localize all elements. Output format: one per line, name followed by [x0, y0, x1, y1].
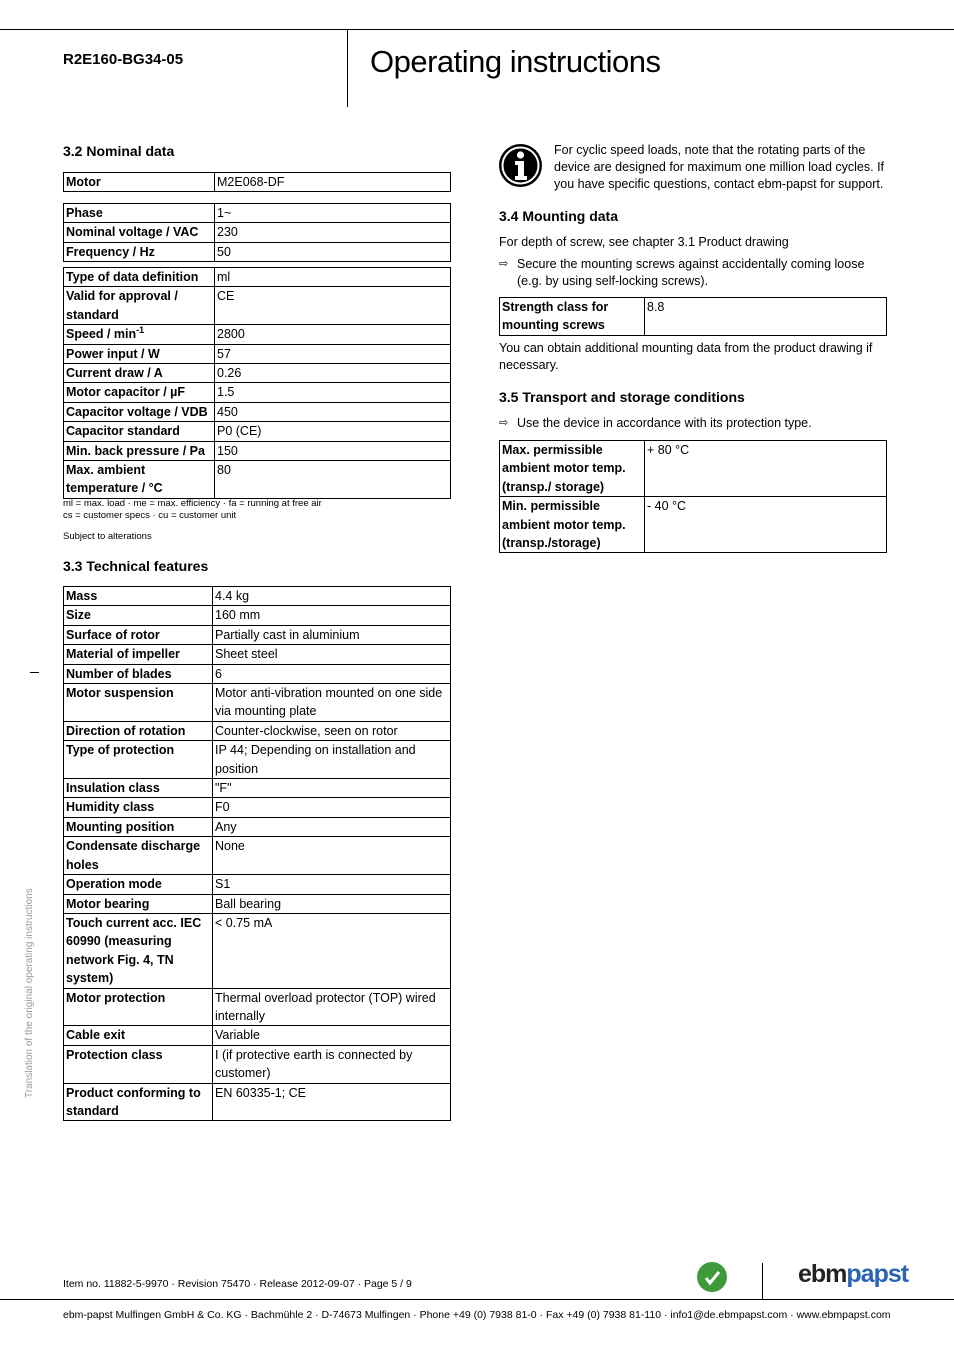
row-value: < 0.75 mA [213, 913, 451, 988]
mounting-intro: For depth of screw, see chapter 3.1 Product drawing [499, 235, 789, 249]
row-value: 57 [215, 344, 451, 363]
motor-table [63, 172, 451, 192]
model-number: R2E160-BG34-05 [63, 51, 184, 68]
row-label: Min. permissible ambient motor temp. (transp./storage) [500, 497, 645, 553]
table-row [64, 684, 451, 722]
table-row [64, 173, 451, 192]
info-text: For cyclic speed loads, note that the rotating parts of the device are designed for maximum one million load cycles. If you have specific questions, contact ebm-papst for support. [554, 143, 885, 191]
row-value: 4.4 kg [213, 587, 451, 606]
ebmpapst-logo: ebmpapst [798, 1260, 909, 1288]
row-label: Type of protection [64, 741, 213, 779]
side-note: Translation of the original operating instructions [24, 888, 35, 1098]
row-label: Motor protection [64, 988, 213, 1026]
green-tech-logo [697, 1262, 727, 1292]
mounting-heading: 3.4 Mounting data [499, 208, 618, 224]
row-label: Motor suspension [64, 684, 213, 722]
nominal-note-2: cs = customer specs · cu = customer unit [63, 510, 237, 521]
table-row [64, 1083, 451, 1121]
table-row [64, 817, 451, 836]
table-row [64, 383, 451, 402]
footer-address: ebm-papst Mulfingen GmbH & Co. KG · Bachmühle 2 · D-74673 Mulfingen · Phone +49 (0) 7938 81-0 · Fax +49 (0) 7938 81-110 · info1@de.ebmpapst.com · www.ebmpapst.com [63, 1309, 891, 1321]
table-row [64, 461, 451, 499]
table-row [64, 606, 451, 625]
row-value: None [213, 837, 451, 875]
row-value: "F" [213, 779, 451, 798]
row-label: Humidity class [64, 798, 213, 817]
row-label: Mounting position [64, 817, 213, 836]
row-value: IP 44; Depending on installation and position [213, 741, 451, 779]
table-row [64, 664, 451, 683]
row-label: Protection class [64, 1045, 213, 1083]
row-label: Nominal voltage / VAC [64, 223, 215, 242]
transport-bullet [499, 415, 887, 432]
row-value: Counter-clockwise, seen on rotor [213, 721, 451, 740]
row-value: 160 mm [213, 606, 451, 625]
transport-table [499, 440, 887, 553]
nominal-note-1: ml = max. load · me = max. efficiency · fa = running at free air [63, 498, 322, 509]
row-label: Strength class for mounting screws [500, 298, 645, 336]
row-value: 6 [213, 664, 451, 683]
row-value: Motor anti-vibration mounted on one side via mounting plate [213, 684, 451, 722]
table-row [64, 645, 451, 664]
footer-rule [0, 1299, 954, 1300]
row-value: 80 [215, 461, 451, 499]
header-rule [0, 29, 954, 30]
row-value: S1 [213, 875, 451, 894]
table-row [64, 587, 451, 606]
row-value: ml [215, 268, 451, 287]
table-row [64, 798, 451, 817]
fold-mark [30, 672, 39, 673]
row-label: Direction of rotation [64, 721, 213, 740]
transport-heading: 3.5 Transport and storage conditions [499, 389, 745, 405]
row-label: Motor bearing [64, 894, 213, 913]
table-row [500, 298, 887, 336]
table-row [64, 344, 451, 363]
row-label: Phase [64, 204, 215, 223]
logo-divider [762, 1263, 763, 1299]
row-label: Mass [64, 587, 213, 606]
row-value: 1.5 [215, 383, 451, 402]
arrow-icon: ⇨ [499, 258, 509, 270]
table-row [500, 441, 887, 497]
table-row [500, 497, 887, 553]
row-value: 8.8 [645, 298, 887, 336]
info-icon [499, 144, 542, 187]
row-label: Valid for approval / standard [64, 287, 215, 325]
row-value: 230 [215, 223, 451, 242]
row-label: Max. permissible ambient motor temp. (transp./ storage) [500, 441, 645, 497]
page-title: Operating instructions [370, 44, 661, 79]
row-label: Cable exit [64, 1026, 213, 1045]
row-value: Partially cast in aluminium [213, 625, 451, 644]
row-value: 0.26 [215, 364, 451, 383]
table-row [64, 875, 451, 894]
row-label: Product conforming to standard [64, 1083, 213, 1121]
row-value: Sheet steel [213, 645, 451, 664]
table-row [64, 287, 451, 325]
power-table [63, 203, 451, 262]
technical-heading: 3.3 Technical features [63, 558, 209, 574]
row-value: Any [213, 817, 451, 836]
table-row [64, 894, 451, 913]
mounting-table [499, 297, 887, 336]
table-row [64, 913, 451, 988]
transport-bullet-text: Use the device in accordance with its protection type. [517, 416, 812, 430]
table-row [64, 325, 451, 344]
row-label: Size [64, 606, 213, 625]
row-value: 450 [215, 402, 451, 421]
row-label: Capacitor standard [64, 422, 215, 441]
row-value: I (if protective earth is connected by customer) [213, 1045, 451, 1083]
table-row [64, 721, 451, 740]
mounting-after: You can obtain additional mounting data from the product drawing if necessary. [499, 341, 873, 372]
table-row [64, 422, 451, 441]
nominal-heading: 3.2 Nominal data [63, 143, 175, 159]
row-value: - 40 °C [645, 497, 887, 553]
row-value: 2800 [215, 325, 451, 344]
row-value: P0 (CE) [215, 422, 451, 441]
row-label: Type of data definition [64, 268, 215, 287]
table-row [64, 1045, 451, 1083]
row-label: Min. back pressure / Pa [64, 441, 215, 460]
row-label: Surface of rotor [64, 625, 213, 644]
technical-table [63, 586, 451, 1121]
row-label: Insulation class [64, 779, 213, 798]
row-value: 50 [215, 242, 451, 261]
row-value: Variable [213, 1026, 451, 1045]
table-row [64, 837, 451, 875]
row-value: F0 [213, 798, 451, 817]
nominal-note-3: Subject to alterations [63, 531, 152, 542]
table-row [64, 402, 451, 421]
row-label: Motor [64, 173, 215, 192]
mounting-bullet-text: Secure the mounting screws against accidentally coming loose (e.g. by using self-locking screws). [517, 257, 865, 288]
table-row [64, 204, 451, 223]
row-label: Power input / W [64, 344, 215, 363]
row-value: CE [215, 287, 451, 325]
row-value: Thermal overload protector (TOP) wired internally [213, 988, 451, 1026]
table-row [64, 1026, 451, 1045]
arrow-icon: ⇨ [499, 417, 509, 429]
row-label: Capacitor voltage / VDB [64, 402, 215, 421]
table-row [64, 625, 451, 644]
row-label: Number of blades [64, 664, 213, 683]
table-row [64, 223, 451, 242]
table-row [64, 268, 451, 287]
header-divider [347, 29, 348, 107]
row-label: Operation mode [64, 875, 213, 894]
row-label: Current draw / A [64, 364, 215, 383]
row-label: Frequency / Hz [64, 242, 215, 261]
row-label: Max. ambient temperature / °C [64, 461, 215, 499]
table-row [64, 242, 451, 261]
row-value: 1~ [215, 204, 451, 223]
footer-item-info: Item no. 11882-5-9970 · Revision 75470 · Release 2012-09-07 · Page 5 / 9 [63, 1278, 412, 1290]
table-row [64, 741, 451, 779]
row-label: Touch current acc. IEC 60990 (measuring network Fig. 4, TN system) [64, 913, 213, 988]
table-row [64, 364, 451, 383]
table-row [64, 779, 451, 798]
row-label: Speed / $\min^{-1}$ [64, 325, 215, 344]
row-value: M2E068-DF [215, 173, 451, 192]
table-row [64, 441, 451, 460]
row-value: + 80 °C [645, 441, 887, 497]
row-label: Condensate discharge holes [64, 837, 213, 875]
nominal-data-table [63, 267, 451, 499]
mounting-bullet [499, 256, 887, 290]
row-value: 150 [215, 441, 451, 460]
row-value: Ball bearing [213, 894, 451, 913]
row-label: Material of impeller [64, 645, 213, 664]
row-label: Motor capacitor / µF [64, 383, 215, 402]
table-row [64, 988, 451, 1026]
row-value: EN 60335-1; CE [213, 1083, 451, 1121]
